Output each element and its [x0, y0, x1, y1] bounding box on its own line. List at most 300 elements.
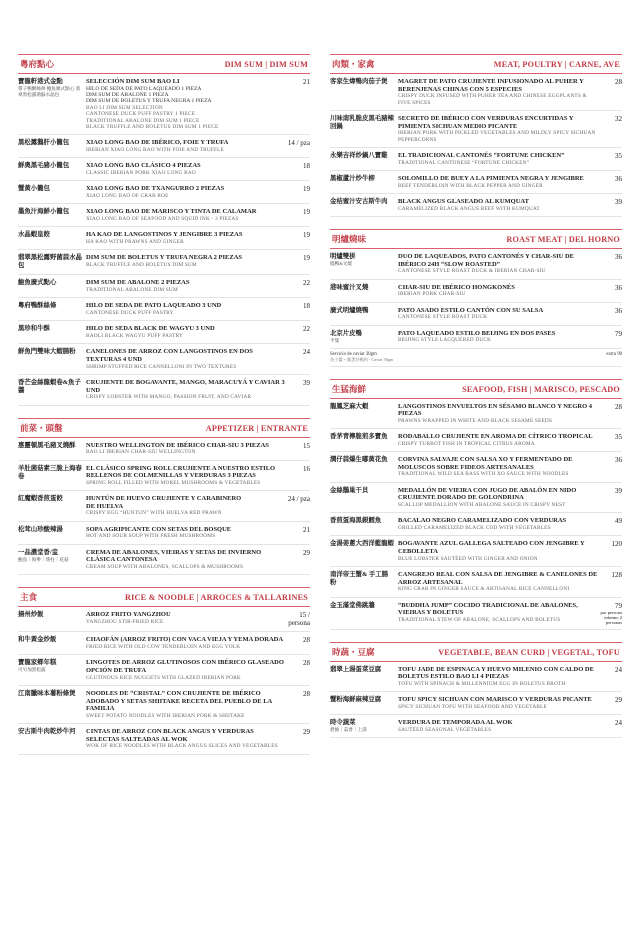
item-name-zh-text: 時令蔬菜 — [330, 719, 356, 727]
menu-item — [330, 303, 622, 326]
item-name: BOGAVANTE AZUL GALLEGA SALTEADO CON JENGIBRE Y CEBOLLETA — [398, 540, 585, 555]
section-header — [18, 587, 310, 607]
item-name: DUO DE LAQUEADOS, PATO CANTONÉS Y CHAR-SIU DE IBÉRICO 24H “SLOW ROASTED” — [398, 253, 575, 268]
item-name-zh — [330, 571, 398, 593]
item-price: 24 / pza — [287, 495, 310, 504]
item-name-zh-text: 安古斯牛肉乾炒牛河 — [18, 728, 76, 736]
item-body — [398, 198, 598, 212]
item-body — [398, 487, 598, 509]
item-description: BAO LI IBERIAN CHAR-SIU WELLINGTON — [86, 449, 196, 456]
item-price: 28 — [303, 636, 310, 645]
item-component: DIM SUM DE BOLETUS Y TRUFA NEGRA 1 PIEZA — [86, 98, 212, 105]
menu-item — [18, 344, 310, 375]
item-body — [86, 302, 286, 316]
item-sub-zh: 碧綠｜蒜香｜上湯 — [330, 727, 367, 733]
item-name-zh-text: 北京片皮鴨 — [330, 329, 362, 337]
item-price: 14 / pza — [287, 139, 310, 148]
item-description: CLASSIC IBERIAN PORK XIAO LONG BAO — [86, 170, 196, 177]
item-description: CRISPY LOBSTER WITH MANGO, PASSION FRUIT, AND CAVIAR — [86, 394, 252, 401]
menu-item — [18, 158, 310, 181]
item-name-zh — [330, 666, 398, 688]
item-name: CANGREJO REAL CON SALSA DE JENGIBRE & CANELONES DE ARROZ ARTESANAL — [398, 570, 598, 586]
item-name-zh-text: 翡翠黑松露野菌蒜水晶包 — [18, 254, 82, 270]
item-name-zh — [18, 208, 86, 222]
item-name-zh-text: 惠靈頓黑毛豬叉燒酥 — [18, 441, 76, 449]
item-name-zh-text: 墨魚汁海鮮小籠包 — [18, 208, 70, 216]
item-body — [398, 78, 598, 106]
item-description: CANTONESE DUCK PUFF PASTRY 1 PIECE — [86, 111, 196, 118]
item-name-zh — [330, 198, 398, 212]
item-name-zh — [330, 284, 398, 298]
section-header — [18, 54, 310, 74]
item-price: 15 — [303, 441, 310, 450]
item-name-zh-text: 寶龍軒港式金點 — [18, 78, 63, 85]
item-description: BAO LI DIM SUM SELECTION — [86, 104, 163, 111]
menu-item — [18, 655, 310, 686]
item-description: BEIJING STYLE LACQUERED DUCK — [398, 337, 492, 344]
item-body — [398, 456, 598, 478]
item-name-zh-text: 明爐雙拼 — [330, 253, 356, 260]
item-description: BLACK TRUFFLE AND BOLETUS DIM SUM — [86, 262, 197, 269]
menu-item — [18, 375, 310, 406]
menu-item — [330, 662, 622, 693]
item-name-zh-text: 黑椒蘆汁炒牛柳 — [330, 175, 375, 182]
menu-section-dimsum — [18, 54, 310, 406]
item-name-zh-text: 江南臘味本薯粉條煲 — [18, 690, 76, 697]
menu-item — [18, 438, 310, 461]
item-name-zh-text: 金桔蜜汁安古斯牛肉 — [330, 198, 388, 205]
menu-item — [18, 607, 310, 632]
section-title-zh: 生猛海鮮 — [332, 383, 367, 394]
section-header — [330, 229, 622, 249]
item-name-zh-text: 金湯姜蔥大西洋藍龍蝦 — [330, 540, 394, 548]
item-description: GLUTINOUS RICE NUGGETS WITH GLAZED IBERIAN PORK — [86, 674, 241, 681]
item-name-zh-text: 黑松露鵝肝小籠包 — [18, 139, 70, 147]
item-description: FRIED RICE WITH OLD COW TENDERLOIN AND EGG YOLK — [86, 644, 241, 650]
item-name-zh-text: 香芒金絲龍蝦卷&魚子醬 — [18, 379, 81, 395]
item-name-zh-text: 寶龍家鄉年糕 — [18, 659, 57, 667]
item-name-zh — [18, 162, 86, 176]
item-name-zh-text: 金絲鵝巢干貝 — [330, 486, 369, 494]
item-body — [398, 433, 598, 447]
item-name-zh — [18, 348, 86, 370]
item-name: NOODLES DE “CRISTAL” CON CRUJIENTE DE IBÉRICO ADOBADO Y SETAS SHIITAKE RECETA DEL PUEBLO DE LA FAMILIA — [86, 690, 272, 713]
menu-item — [330, 249, 622, 280]
item-price: 49 — [615, 517, 622, 526]
item-price: 28 — [303, 690, 310, 698]
item-name-zh — [18, 139, 86, 153]
item-name: CRUJIENTE DE BOGAVANTE, MANGO, MARACUYÁ Y CAVIAR 3 UND — [86, 379, 285, 394]
item-name: DIM SUM DE BOLETUS Y TRUFA NEGRA 2 PIEZAS — [86, 254, 243, 262]
section-header — [330, 379, 622, 399]
section-title-zh: 肉類・家禽 — [332, 59, 375, 69]
section-title-en: MEAT, POULTRY | CARNE, AVE — [493, 60, 620, 69]
item-body — [398, 666, 598, 688]
item-component: HILO DE SEDA DE PATO LAQUEADO 1 PIEZA — [86, 85, 202, 92]
item-name: HA KAO DE LANGOSTINOS Y JENGIBRE 3 PIEZAS — [86, 231, 243, 239]
item-description: KING CRAB IN GINGER SAUCE & ARTISANAL RICE CANNELLONI — [398, 586, 570, 593]
item-name-zh — [330, 487, 398, 509]
item-description: CANTONESE STYLE ROAST DUCK & IBERIAN CHAR-SIU — [398, 268, 546, 275]
item-name-zh-text: 川味南乳脆皮黑毛豬辣回鍋 — [330, 115, 394, 130]
menu-item — [330, 399, 622, 430]
item-name-zh-text: 香茅青檸脆煎多寶魚 — [330, 433, 388, 441]
item-name: EL CLÁSICO SPRING ROLL CRUJIENTE A NUESTRO ESTILO RELLENOS DE COLMENILLAS Y VERDURAS 3 PIEZAS — [86, 464, 276, 480]
item-name-zh — [18, 231, 86, 245]
item-price: 24 — [303, 348, 310, 357]
item-description: SWEET POTATO NOODLES WITH IBERIAN PORK & SHIITAKE — [86, 712, 245, 719]
item-name: VERDURA DE TEMPORADA AL WOK — [398, 719, 513, 727]
item-name-zh — [330, 330, 398, 344]
item-sub-zh: 帶子鴨酥絲條 鮑魚廣式點心 翡翠黑松露菌蘇水晶包 — [18, 86, 81, 97]
item-name-zh-text: 翡翠上湯蛋菜豆腐 — [330, 665, 382, 673]
item-name-zh-text: 鮮奧黑毛豬小籠包 — [18, 162, 70, 170]
item-name-zh — [330, 696, 398, 710]
menu-item — [18, 74, 310, 135]
item-name-zh-text: 揚州炒飯 — [18, 611, 44, 619]
section-header — [18, 418, 310, 438]
menu-item — [330, 536, 622, 567]
menu-section-meat — [330, 54, 622, 217]
item-name-zh-text: 鮮魚門雙味大蝦腸粉 — [18, 348, 76, 356]
item-name-zh — [330, 602, 398, 625]
item-price: 28 — [303, 659, 310, 668]
item-price: 36 — [615, 253, 622, 261]
item-body — [398, 307, 598, 321]
item-price: 79 por persona mínimo 2 personas — [598, 602, 622, 625]
menu-item — [18, 491, 310, 522]
item-name: SELECCIÓN DIM SUM BAO LI — [86, 78, 180, 85]
item-price: 79 — [615, 329, 622, 338]
item-name: PATO LAQUEADO ESTILO BEIJING EN DOS PASES — [398, 329, 556, 337]
item-description: TOFU WITH SPINACH & MILLENNIUM EGG IN BOLETUS BROTH — [398, 680, 566, 687]
menu-item — [330, 452, 622, 483]
menu-item — [330, 326, 622, 349]
item-name-zh-text: 潤仔蒜爆生嘟黃花魚 — [330, 456, 388, 464]
menu-item — [18, 545, 310, 576]
menu-item — [330, 692, 622, 715]
right-column — [330, 54, 622, 738]
item-description: XIAO LONG BAO OF SEAFOOD AND SQUID INK - 3 PIEZAS — [86, 216, 239, 223]
item-name: XIAO LONG BAO DE IBÉRICO, FOIE Y TRUFA — [86, 139, 229, 147]
item-price: 18 — [303, 162, 310, 171]
item-name-zh — [18, 728, 86, 750]
item-name-zh-text: 一品濃堂香/盅 — [18, 548, 59, 556]
menu-item — [18, 250, 310, 275]
item-body — [86, 690, 286, 719]
item-name-zh-text: 羊肚菌菇素三脆上海春卷 — [18, 464, 82, 480]
item-name-zh-text: 客家生煒鴨肉茄子煲 — [330, 78, 388, 85]
item-description: IBERIAN PORK CHAR-SIU — [398, 291, 466, 298]
item-description: CANTONESE DUCK PUFF PASTRY — [86, 310, 174, 317]
item-body — [86, 728, 286, 750]
menu-item — [330, 598, 622, 630]
item-body — [86, 78, 286, 130]
item-name-zh — [330, 719, 398, 733]
item-name: SECRETO DE IBÉRICO CON VERDURAS ENCURTIDAS Y PIMIENTA SICHUAN MEDIO PICANTE — [398, 115, 574, 130]
item-body — [86, 162, 286, 176]
extra-price: extra 90 — [606, 351, 622, 357]
item-price: 35 — [615, 433, 622, 442]
item-body — [398, 330, 598, 344]
menu-item — [18, 522, 310, 545]
item-name: EL TRADICIONAL CANTONÉS “FORTUNE CHICKEN” — [398, 152, 565, 159]
menu-item — [330, 171, 622, 194]
item-name: PATO ASADO ESTILO CANTÓN CON SU SALSA — [398, 306, 544, 314]
item-name: NUESTRO WELLINGTON DE IBÉRICO CHAR-SIU 3 PIEZAS — [86, 441, 269, 449]
item-price: 35 — [615, 152, 622, 160]
item-name: “BUDDHA JUMP” COCIDO TRADICIONAL DE ABALONES, VIEIRAS Y BOLETUS — [398, 601, 578, 617]
item-price: 19 — [303, 231, 310, 240]
item-name-zh-text: 龍鳳芝麻大蝦 — [330, 402, 369, 410]
item-name: CANELONES DE ARROZ CON LANGOSTINOS EN DOS TEXTURAS 4 UND — [86, 348, 253, 364]
item-name-zh — [330, 540, 398, 562]
item-price: 36 — [615, 283, 622, 292]
menu-item — [330, 148, 622, 171]
menu-item — [18, 298, 310, 321]
item-description: HA KAO WITH PRAWNS AND GINGER — [86, 239, 184, 246]
menu-section-appetizer — [18, 418, 310, 576]
item-body — [86, 465, 286, 487]
item-price: 16 — [303, 464, 310, 473]
item-body — [398, 571, 598, 593]
item-price: 128 — [611, 570, 622, 579]
item-description: CREAM SOUP WITH ABALONES, SCALLOPS & MUSHROOMS — [86, 564, 244, 570]
item-price: 22 — [303, 279, 310, 288]
item-name-zh — [18, 526, 86, 540]
item-sub-zh: 鮑魚｜海參｜瑤柱｜花菇 — [18, 556, 69, 562]
item-price: 19 — [303, 185, 310, 194]
item-body — [86, 636, 286, 650]
item-body — [398, 602, 598, 625]
item-body — [86, 325, 286, 339]
item-name-zh-text: 水晶蝦皇餃 — [18, 231, 50, 239]
item-name-zh — [18, 254, 86, 270]
item-name: ARROZ FRITO YANGZHOU — [86, 611, 171, 619]
item-price: 29 — [303, 548, 310, 557]
item-name: BLACK ANGUS GLASEADO AL KUMQUAT — [398, 198, 529, 205]
item-name: CINTAS DE ARROZ CON BLACK ANGUS Y VERDURAS SELECTAS SALTEADAS AL WOK — [86, 728, 254, 743]
item-description: BLACK TRUFFLE AND BOLETUS DIM SUM 1 PIECE — [86, 124, 219, 131]
item-name-zh-text: 廣式明爐燒鴨 — [330, 306, 369, 314]
extra-label-sub: 魚子醬 + 鵝蛋炒鴨肉 - Caviar 30gm — [330, 356, 394, 362]
item-price: 19 — [303, 208, 310, 217]
item-name-zh-text: 香煎蛋海黑銀鱈魚 — [330, 517, 382, 525]
item-price: 32 — [615, 115, 622, 123]
item-name-zh — [330, 456, 398, 478]
menu-item — [18, 275, 310, 298]
section-title-zh: 前菜・頭盤 — [20, 422, 63, 433]
item-body — [398, 719, 598, 733]
item-body — [86, 526, 286, 540]
item-description: GRILLED CARAMELIZED BLACK COD WITH VEGETABLES — [398, 524, 551, 531]
item-description: TRADITIONAL ABALONE DIM SUM — [86, 287, 178, 294]
item-name-zh-text: 蟹黃小籠包 — [18, 185, 50, 193]
item-body — [86, 611, 286, 627]
item-body — [398, 152, 598, 166]
item-name-zh-text: 紅魔蝦香煎蛋餃 — [18, 495, 63, 503]
item-description: CARAMELIZED BLACK ANGUS BEEF WITH KUMQUAT — [398, 205, 540, 212]
item-name: XIAO LONG BAO DE TXANGURRO 2 PIEZAS — [86, 185, 225, 193]
menu-item — [330, 111, 622, 148]
item-name-zh — [18, 185, 86, 199]
menu-item — [330, 194, 622, 217]
menu-section-veg — [330, 642, 622, 739]
item-body — [86, 379, 286, 401]
menu-item — [330, 483, 622, 514]
item-name: TOFU JADE DE ESPINACA Y HUEVO MILENIO CON CALDO DE BOLETUS ESTILO BAO LI 4 PIEZAS — [398, 665, 594, 681]
item-name: SOLOMILLO DE BUEY A LA PIMIENTA NEGRA Y JENGIBRE — [398, 175, 584, 182]
section-title-zh: 主食 — [20, 592, 38, 603]
section-title-zh: 明爐燒味 — [332, 234, 367, 244]
item-price: 21 — [303, 78, 310, 86]
item-name-zh — [18, 379, 86, 401]
item-body — [86, 254, 286, 270]
left-column — [18, 54, 310, 755]
menu-item — [18, 321, 310, 344]
menu-item — [330, 280, 622, 303]
item-price: 21 — [303, 525, 310, 534]
item-price: 18 — [303, 302, 310, 311]
item-name-zh — [330, 152, 398, 166]
item-body — [86, 139, 286, 153]
item-name-zh-text: 黑珍和牛酥 — [18, 325, 50, 333]
item-name-zh — [18, 659, 86, 681]
section-header — [330, 54, 622, 74]
item-description: SPICY SICHUAN TOFU WITH SEAFOOD AND VEGETABLE — [398, 703, 547, 710]
item-price: 39 — [615, 486, 622, 495]
item-price: 39 — [615, 198, 622, 206]
item-name-zh — [18, 549, 86, 571]
item-body — [398, 517, 598, 531]
item-price: 15 / persona — [288, 611, 310, 628]
item-description: XIAO LONG BAO OF CRAB ROE — [86, 193, 169, 200]
item-name-zh — [18, 636, 86, 650]
item-body — [86, 185, 286, 199]
item-name-zh — [18, 325, 86, 339]
item-name-zh — [18, 78, 86, 130]
item-description: YANGZHOU STIR-FRIED RICE — [86, 619, 164, 625]
section-title-en: APPETIZER | ENTRANTE — [205, 423, 308, 433]
item-price: 19 — [303, 254, 310, 263]
item-description: CRISPY EGG “HUNTUN” WITH HUELVA RED PRAWN — [86, 510, 222, 517]
item-description: HOT AND SOUR SOUP WITH FRESH MUSHROOMS — [86, 533, 216, 540]
menu-item — [18, 461, 310, 492]
item-description: BEEF TENDERLOIN WITH BLACK PEPPER AND GINGER — [398, 182, 543, 189]
item-name-zh-text: 永樂吉祥炒鍋八寶雞 — [330, 152, 388, 159]
item-body — [398, 115, 598, 143]
item-name: SOPA AGRIPICANTE CON SETAS DEL BOSQUE — [86, 525, 232, 533]
caviar-extra — [330, 349, 622, 367]
section-title-zh: 粵府點心 — [20, 59, 55, 69]
item-name: MAGRET DE PATO CRUJIENTE INFUSIONADO AL PUHER Y BERENJENAS CHINAS CON 5 ESPECIES — [398, 78, 584, 93]
item-name: XIAO LONG BAO CLÁSICO 4 PIEZAS — [86, 162, 201, 170]
item-name: HILO DE SEDA BLACK DE WAGYU 3 UND — [86, 325, 215, 333]
item-description: BAOLI BLACK WAGYU PUFF PASTRY — [86, 333, 184, 340]
item-name: CHAR-SIU DE IBÉRICO HONGKONÉS — [398, 283, 515, 291]
item-body — [86, 279, 286, 293]
item-name: DIM SUM DE ABALONE 2 PIEZAS — [86, 279, 190, 287]
item-description: PRAWNS WRAPPED IN WHITE AND BLACK SESAME SEEDS — [398, 417, 553, 424]
item-description: TRADITIONAL CANTONESE “FORTUNE CHICKEN” — [398, 159, 530, 166]
item-body — [398, 696, 598, 710]
item-price: 39 — [303, 379, 310, 388]
menu-item — [18, 227, 310, 250]
item-price: 29 — [303, 728, 310, 737]
item-name-zh — [330, 253, 398, 275]
item-description: SCALLOP MEDALLION WITH ABALONE SAUCE IN CRISPY NEST — [398, 501, 566, 508]
item-price: 36 — [615, 306, 622, 315]
menu-section-rice — [18, 587, 310, 754]
item-name: BACALAO NEGRO CARAMELIZADO CON VERDURAS — [398, 517, 567, 525]
item-name-zh — [18, 690, 86, 719]
item-sub-zh: 燒鴨&叉燒 — [330, 261, 352, 266]
section-header — [330, 642, 622, 662]
section-title-zh: 時蔬・豆腐 — [332, 646, 375, 657]
item-name-extra: DE HUELVA — [86, 502, 124, 510]
item-price: 24 — [615, 719, 622, 728]
item-price: 28 — [615, 78, 622, 86]
item-name-zh-text: 南洋帝王蟹& 手工腸粉 — [330, 570, 389, 586]
item-name: XIAO LONG BAO DE MARISCO Y TINTA DE CALAMAR — [86, 208, 257, 216]
menu-item — [18, 724, 310, 755]
item-body — [398, 403, 598, 425]
item-name-zh — [18, 279, 86, 293]
item-name-zh-text: 松茸山珍酸辣湯 — [18, 525, 63, 533]
item-name-zh-text: 金玉滿堂佛跳牆 — [330, 601, 375, 609]
item-sub-zh: 可另加黑松露 — [18, 667, 46, 673]
menu-item — [18, 135, 310, 158]
item-description: BLUE LOBSTER SAUTÉED WITH GINGER AND ONION — [398, 555, 538, 562]
item-price: 120 — [611, 540, 622, 549]
price-note: por persona mínimo 2 personas — [600, 609, 622, 625]
item-description: TRADITIONAL ABALONE DIM SUM 1 PIECE — [86, 117, 200, 124]
item-sub-zh: 半隻 — [330, 337, 340, 343]
menu-item — [18, 204, 310, 227]
item-description: CANTONESE STYLE ROAST DUCK — [398, 314, 488, 321]
item-name-zh — [330, 433, 398, 447]
item-name: CREMA DE ABALONES, VIEIRAS Y SETAS DE INVIERNO CLÁSICA CANTONESA — [86, 548, 262, 564]
item-body — [86, 442, 286, 456]
section-title-en: DIM SUM | DIM SUM — [224, 60, 308, 69]
item-name-zh — [18, 495, 86, 517]
menu-item — [330, 513, 622, 536]
item-price: 36 — [615, 175, 622, 183]
menu-item — [330, 74, 622, 111]
item-name-zh — [330, 403, 398, 425]
item-name: LINGOTES DE ARROZ GLUTINOSOS CON IBÉRICO GLASEADO OPCIÓN DE TRUFA — [86, 659, 284, 674]
item-body — [86, 231, 286, 245]
menu-item — [18, 632, 310, 655]
item-body — [86, 495, 286, 517]
item-name-zh — [330, 115, 398, 143]
item-body — [86, 659, 286, 681]
section-title-en: ROAST MEAT | DEL HORNO — [506, 235, 620, 244]
item-price: 24 — [615, 665, 622, 674]
item-name-zh-text: 鮑魚廣式點心 — [18, 279, 57, 287]
item-name-zh — [18, 302, 86, 316]
item-body — [398, 540, 598, 562]
item-description: IBERIAN PORK WITH PICKLED VEGETABLES AND MILDLY SPICY SICHUAN PEPPERCORNS — [398, 130, 596, 143]
item-body — [86, 549, 286, 571]
item-price: 36 — [615, 456, 622, 465]
item-body — [398, 284, 598, 298]
item-name-zh — [330, 517, 398, 531]
item-description: SPRING ROLL FILLED WITH MOREL MUSHROOMS & VEGETABLES — [86, 479, 261, 486]
item-name-zh — [330, 175, 398, 189]
item-name-zh — [330, 307, 398, 321]
menu-section-seafood — [330, 379, 622, 630]
